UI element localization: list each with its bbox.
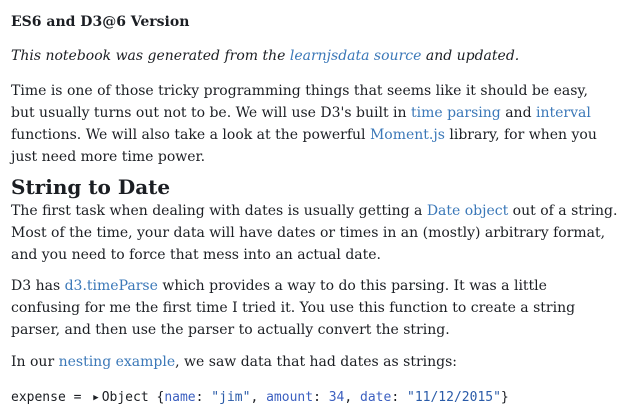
p2-line-2: Most of the time, your data will have dates or times in an (mostly) arbitrary format, xyxy=(11,225,606,241)
intro-text: functions. We will also take a look at the powerful xyxy=(11,127,370,143)
timeparse-paragraph xyxy=(11,275,575,341)
p3-line-1 xyxy=(11,275,575,297)
p3-text: which provides a way to do this parsing. It was a little xyxy=(157,278,547,294)
expand-caret-icon[interactable]: ▶ xyxy=(93,393,99,403)
intro-line-2 xyxy=(11,102,597,124)
d3-timeparse-link[interactable]: d3.timeParse xyxy=(64,278,158,294)
time-parsing-link[interactable]: time parsing xyxy=(410,105,501,121)
intro-text: and xyxy=(500,105,536,121)
code-cell-output: expense = ▶ Object {name: "jim", amount: 34, date: "11/12/2015"} xyxy=(11,390,509,405)
code-value-date: "11/12/2015" xyxy=(407,390,501,405)
p4-text: , we saw data that had dates as strings: xyxy=(175,354,457,370)
intro-line-1: Time is one of those tricky programming things that seems like it should be easy, xyxy=(11,83,588,99)
intro-paragraph xyxy=(11,80,597,168)
p3-line-2: confusing for me the first time I tried it. You use this function to create a string xyxy=(11,300,576,316)
p2-line-3: and you need to force that mess into an actual date. xyxy=(11,247,381,263)
intro-line-4: just need more time power. xyxy=(11,149,206,165)
interval-link[interactable]: interval xyxy=(535,105,591,121)
version-title: ES6 and D3@6 Version xyxy=(11,14,190,30)
code-key-amount: amount xyxy=(266,390,314,405)
nesting-paragraph xyxy=(11,351,457,373)
intro-text: but usually turns out not to be. We will use D3's built in xyxy=(11,105,411,121)
p2-text: The first task when dealing with dates is usually getting a xyxy=(11,203,427,219)
code-value-amount: 34 xyxy=(328,390,345,405)
p4-text: In our xyxy=(11,354,59,370)
code-key-date: date xyxy=(360,390,392,405)
code-object-type: Object { xyxy=(101,390,165,405)
note-text-after: and updated. xyxy=(421,48,520,64)
intro-line-3 xyxy=(11,124,597,146)
code-value-name: "jim" xyxy=(211,390,251,405)
source-note xyxy=(11,46,519,66)
code-variable: expense = xyxy=(11,390,90,405)
intro-text: library, for when you xyxy=(444,127,597,143)
code-key-name: name xyxy=(164,390,196,405)
p4-line-1 xyxy=(11,351,457,373)
code-close-brace: } xyxy=(500,390,509,405)
p3-line-3: parser, and then use the parser to actually convert the string. xyxy=(11,322,450,338)
note-text-before: This notebook was generated from the xyxy=(11,48,290,64)
learnjsdata-source-link[interactable]: learnjsdata source xyxy=(289,48,422,64)
p2-text: out of a string. xyxy=(508,203,618,219)
nesting-example-link[interactable]: nesting example xyxy=(58,354,176,370)
date-object-link[interactable]: Date object xyxy=(426,203,509,219)
p2-line-1 xyxy=(11,200,617,222)
p3-text: D3 has xyxy=(11,278,65,294)
momentjs-link[interactable]: Moment.js xyxy=(369,127,445,143)
string-to-date-paragraph xyxy=(11,200,617,266)
section-heading: String to Date xyxy=(11,175,171,199)
